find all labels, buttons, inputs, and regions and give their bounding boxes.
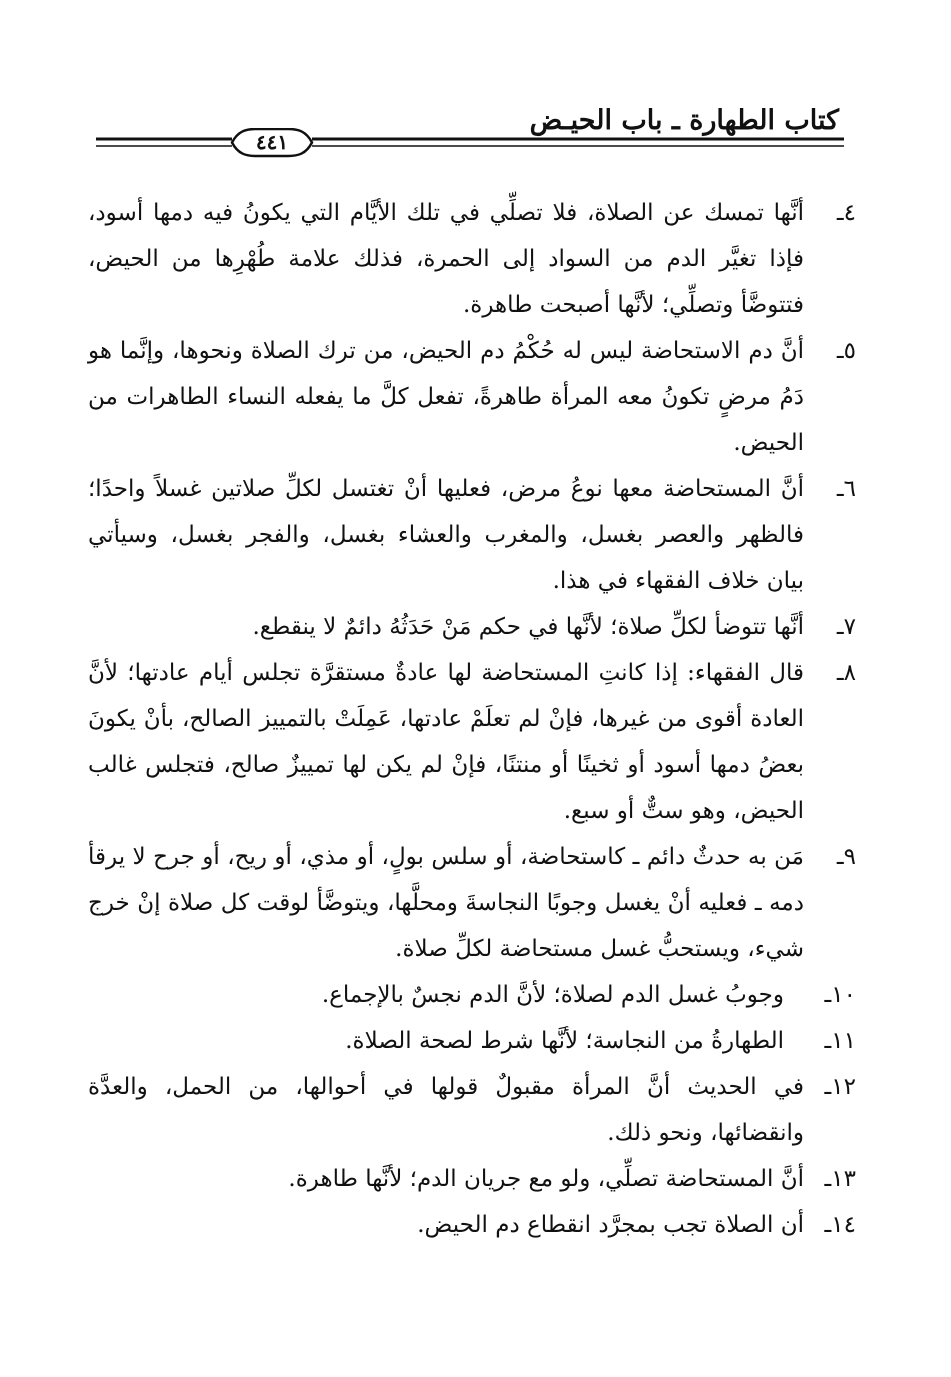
- page-number: ٤٤١: [255, 130, 289, 154]
- running-header-title: كتاب الطهارة ـ باب الحيـض: [529, 105, 839, 136]
- item-number: ٦ـ: [836, 476, 856, 502]
- list-item: [88, 1018, 856, 1064]
- item-number: ٥ـ: [836, 338, 856, 364]
- item-text: أنَّ المستحاضة معها نوعُ مرض، فعليها أنْ تغتسل لكلِّ صلاتين غسلاً واحدًا؛ فالظهر والعصر بغسل، والمغرب والعشاء بغسل، والفجر بغسل، وسيأتي بيان خلاف الفقهاء في هذا.: [88, 476, 804, 594]
- item-text: أن الصلاة تجب بمجرَّد انقطاع دم الحيض.: [417, 1212, 804, 1238]
- item-number: ١٣ـ: [824, 1166, 856, 1192]
- item-text: وجوبُ غسل الدم لصلاة؛ لأنَّ الدم نجسٌ بالإجماع.: [321, 982, 784, 1008]
- item-number: ٩ـ: [836, 844, 856, 870]
- item-text: أنَّ دم الاستحاضة ليس له حُكْمُ دم الحيض، من ترك الصلاة ونحوها، وإنَّما هو دَمُ مرضٍ تكونُ معه المرأة طاهرةً، تفعل كلَّ ما يفعله النساء الطاهرات من الحيض.: [88, 338, 804, 456]
- list-item: [88, 1156, 856, 1202]
- item-text: أنَّ المستحاضة تصلِّي، ولو مع جريان الدم؛ لأنَّها طاهرة.: [288, 1166, 804, 1192]
- list-item: [88, 834, 856, 972]
- item-number: ١٤ـ: [824, 1212, 856, 1238]
- item-text: في الحديث أنَّ المرأة مقبولٌ قولها في أحوالها، من الحمل، والعدَّة وانقضائها، ونحو ذلك.: [88, 1074, 804, 1146]
- item-text: أنَّها تتوضأ لكلِّ صلاة؛ لأنَّها في حكم مَنْ حَدَثُهُ دائمٌ لا ينقطع.: [252, 614, 804, 640]
- list-item: [88, 604, 856, 650]
- list-item: [88, 1202, 856, 1248]
- list-item: [88, 1064, 856, 1156]
- list-item: [88, 972, 856, 1018]
- list-item: [88, 328, 856, 466]
- header-rule: [96, 128, 844, 158]
- item-text: الطهارةُ من النجاسة؛ لأنَّها شرط لصحة الصلاة.: [345, 1028, 784, 1054]
- list-item: [88, 466, 856, 604]
- item-number: ١٢ـ: [824, 1074, 856, 1100]
- list-item: [88, 190, 856, 328]
- list-item: [88, 650, 856, 834]
- item-number: ١٠ـ: [824, 982, 856, 1008]
- item-text: مَن به حدثٌ دائم ـ كاستحاضة، أو سلس بولٍ، أو مذي، أو ريح، أو جرح لا يرقأ دمه ـ فعليه أنْ يغسل وجوبًا النجاسةَ ومحلَّها، ويتوضَّأ لوقت كل صلاة إنْ خرج شيء، ويستحبُّ غسل مستحاضة لكلِّ صلاة.: [88, 844, 804, 962]
- item-number: ٤ـ: [836, 200, 856, 226]
- item-text: أنَّها تمسك عن الصلاة، فلا تصلِّي في تلك الأيَّام التي يكونُ فيه دمها أسود، فإذا تغيَّر الدم من السواد إلى الحمرة، فذلك علامة طُهْرِها من الحيض، فتتوضَّأ وتصلِّي؛ لأنَّها أصبحت طاهرة.: [88, 200, 804, 318]
- item-text: قال الفقهاء: إذا كانتِ المستحاضة لها عادةٌ مستقرَّة تجلس أيام عادتها؛ لأنَّ العادة أقوى من غيرها، فإنْ لم تعلَمْ عادتها، عَمِلَتْ بالتمييز الصالح، بأنْ يكونَ بعضُ دمها أسود أو ثخينًا أو منتنًا، فإنْ لم يكن لها تمييزٌ صالح، فتجلس غالب الحيض، وهو ستٌّ أو سبع.: [88, 660, 804, 824]
- item-number: ٨ـ: [836, 660, 856, 686]
- item-number: ٧ـ: [836, 614, 856, 640]
- item-number: ١١ـ: [824, 1028, 856, 1054]
- page-body: [88, 190, 856, 1248]
